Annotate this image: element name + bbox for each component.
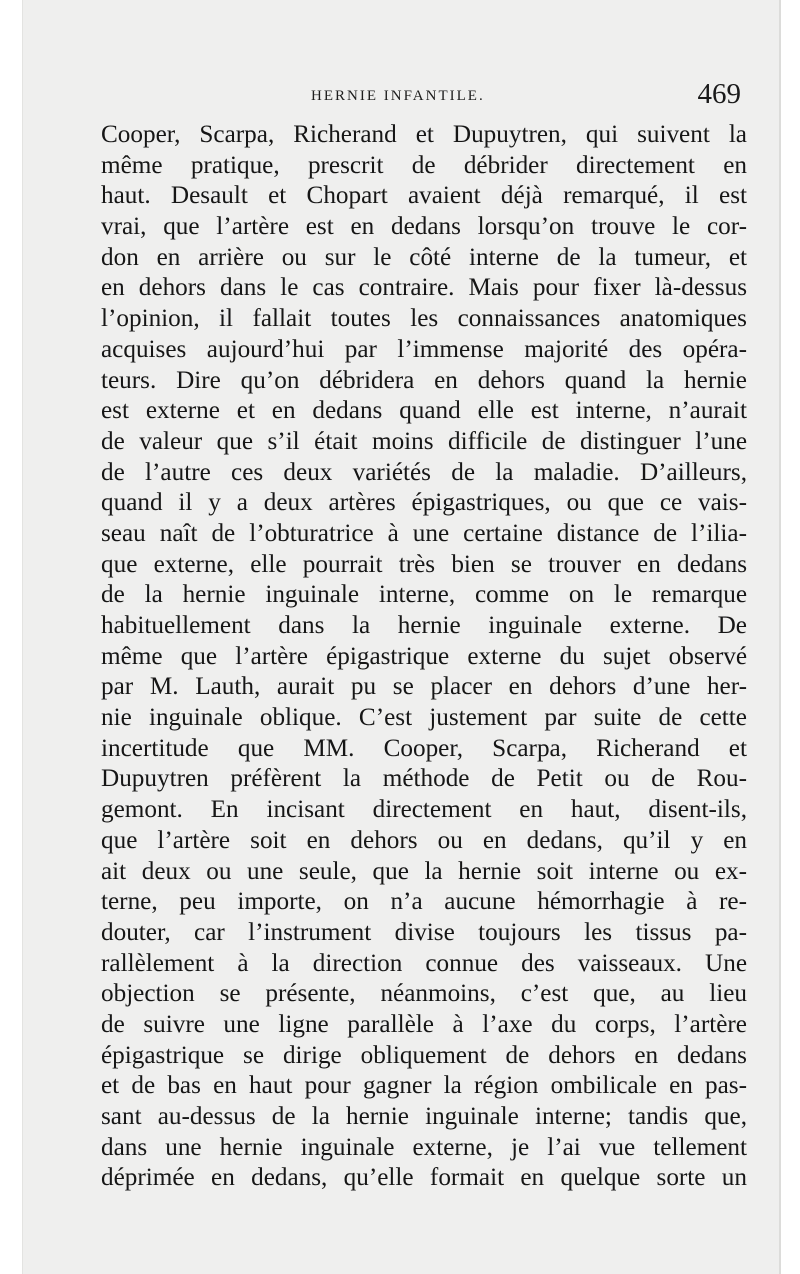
text-line: par M. Lauth, aurait pu se placer en dehors d’une her- — [101, 673, 747, 701]
text-line: incertitude que MM. Cooper, Scarpa, Richerand et — [101, 734, 747, 762]
book-page — [22, 0, 781, 1274]
running-head: HERNIE INFANTILE. — [311, 88, 485, 104]
text-line: vrai, que l’artère est en dedans lorsqu’on trouve le cor- — [101, 213, 747, 241]
page-header — [101, 80, 741, 120]
page-number: 469 — [697, 78, 741, 110]
text-line: objection se présente, néanmoins, c’est que, au lieu — [101, 980, 747, 1008]
text-line: que l’artère soit en dehors ou en dedans, qu’il y en — [101, 826, 747, 854]
text-line: que externe, elle pourrait très bien se trouver en dedans — [101, 550, 747, 578]
text-line: rallèlement à la direction connue des vaisseaux. Une — [101, 949, 747, 977]
text-line: de l’autre ces deux variétés de la maladie. D’ailleurs, — [101, 458, 747, 486]
text-line: même que l’artère épigastrique externe du sujet observé — [101, 642, 747, 670]
body-text — [101, 120, 747, 1194]
text-line: même pratique, prescrit de débrider directement en — [101, 151, 747, 179]
text-line: l’opinion, il fallait toutes les connaissances anatomiques — [101, 305, 747, 333]
text-line: et de bas en haut pour gagner la région ombilicale en pas- — [101, 1072, 747, 1100]
text-line: don en arrière ou sur le côté interne de la tumeur, et — [101, 243, 747, 271]
text-line: de valeur que s’il était moins difficile de distinguer l’une — [101, 427, 747, 455]
text-line: est externe et en dedans quand elle est interne, n’aurait — [101, 397, 747, 425]
text-line: Cooper, Scarpa, Richerand et Dupuytren, qui suivent la — [101, 121, 747, 148]
text-line: acquises aujourd’hui par l’immense majorité des opéra- — [101, 335, 747, 363]
text-line: déprimée en dedans, qu’elle formait en quelque sorte un — [101, 1164, 747, 1192]
text-line: en dehors dans le cas contraire. Mais pour fixer là-dessus — [101, 274, 747, 302]
text-line: teurs. Dire qu’on débridera en dehors quand la hernie — [101, 366, 747, 394]
text-line: épigastrique se dirige obliquement de dehors en dedans — [101, 1041, 747, 1069]
text-line: habituellement dans la hernie inguinale externe. De — [101, 612, 747, 639]
text-line: dans une hernie inguinale externe, je l’ai vue tellement — [101, 1133, 747, 1161]
text-line: seau naît de l’obturatrice à une certaine distance de l’ilia- — [101, 519, 747, 547]
text-line: de la hernie inguinale interne, comme on le remarque — [101, 581, 747, 609]
text-line: nie inguinale oblique. C’est justement par suite de cette — [101, 704, 747, 732]
text-line: douter, car l’instrument divise toujours les tissus pa- — [101, 918, 747, 946]
text-line: de suivre une ligne parallèle à l’axe du corps, l’artère — [101, 1010, 747, 1038]
text-line: haut. Desault et Chopart avaient déjà remarqué, il est — [101, 182, 747, 210]
text-line: terne, peu importe, on n’a aucune hémorrhagie à re- — [101, 888, 747, 916]
text-line: quand il y a deux artères épigastriques, ou que ce vais- — [101, 489, 747, 517]
text-line: sant au-dessus de la hernie inguinale interne; tandis que, — [101, 1103, 747, 1130]
text-line: Dupuytren préfèrent la méthode de Petit ou de Rou- — [101, 765, 747, 793]
text-line: gemont. En incisant directement en haut, disent-ils, — [101, 796, 747, 824]
text-line: ait deux ou une seule, que la hernie soit interne ou ex- — [101, 857, 747, 885]
